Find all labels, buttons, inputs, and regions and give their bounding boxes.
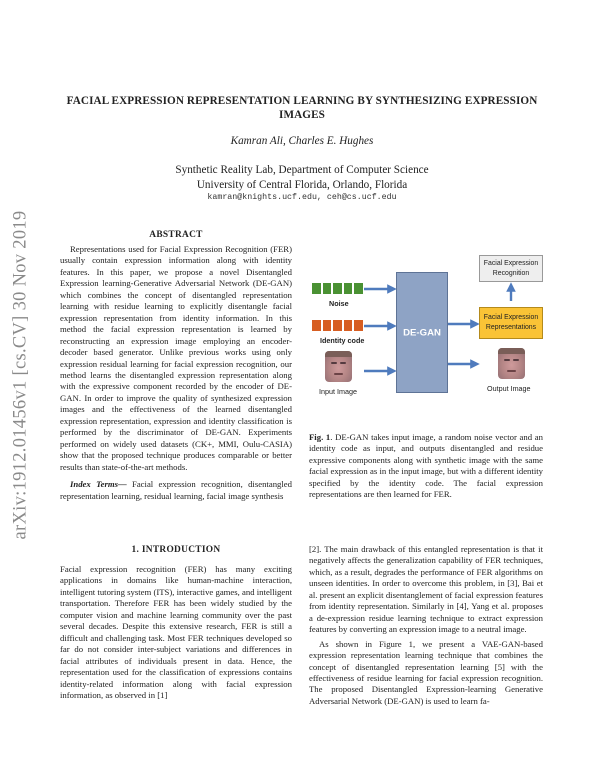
introduction-para-1: Facial expression recognition (FER) has many exciting applications in domains like human-machine interaction, intelligent tutoring system (ITS), interactive games, and intelligent transportation. Therefore FER has been widely studied by the computer vision and machine learning community over the past several decades. Despite this extensive research, FER is still a difficult and challenging task. Most FER techniques developed so far do not consider inter-subject variations and differences in facial attributes of individuals present in data. Hence, the representation used for the classification of expressions contains identity-related information along with facial expression information, as observed in [1] — [60, 564, 292, 700]
introduction-section — [60, 545, 292, 701]
paper-authors: Kamran Ali, Charles E. Hughes — [230, 135, 374, 147]
figure-1-caption — [309, 432, 543, 501]
index-terms — [60, 479, 292, 502]
index-terms-label: Index Terms— — [70, 479, 127, 490]
output-face-image — [498, 348, 525, 379]
noise-vector — [311, 282, 364, 295]
noise-label: Noise — [329, 299, 349, 308]
right-para-2: As shown in Figure 1, we present a VAE-GAN-based expression representation learning technique that combines the concept of disentangled representation learning [5] with the effectiveness of residue learning for facial expression recognition. The proposed Disentangled Expression-learning Generative Adversarial Network (DE-GAN) is used to learn fa- — [309, 638, 543, 706]
figure-1-caption-text — [309, 432, 543, 501]
affiliation-university: University of Central Florida, Orlando, Florida — [196, 178, 408, 191]
abstract-heading: ABSTRACT — [149, 230, 203, 240]
figure-1-caption-body: . DE-GAN takes input image, a random noise vector and an identity code as input, and outputs disentangled and residue expressive components along with synthetic image with the same facial expression as in the input image, but with a different identity specified by the identity code. The facial expression representations are then learned for FER. — [309, 432, 543, 500]
abstract-text: Representations used for Facial Expression Recognition (FER) usually contain expression information along with identity features. In this paper, we propose a novel Disentangled Expression learning-Generative Adversarial Network (DE-GAN) which combines the concept of disentangled representation learning with residue learning to explicitly disentangle facial expression representation from identity information. In this method the facial expression representation is learned by reconstructing an expression image employing an encoder-decoder based generator. Unlike previous works using only expression residual learning for facial expression recognition, our method learns the disentangled expression representation along with the expressive component recorded by the encoder of DE-GAN. In order to improve the quality of synthesized expression images and the effectiveness of the learned disentangled expression representation, expression and identity classification is performed by the discriminator of DE-GAN. Experiments performed on widely used datasets (CK+, MMI, Oulu-CASIA) show that the proposed technique produces comparable or better results than state-of-the-art methods. — [60, 244, 292, 472]
arxiv-stamp — [6, 195, 36, 555]
recognition-box: Facial Expression Recognition — [479, 255, 543, 282]
figure-1 — [309, 238, 543, 410]
de-gan-label: DE-GAN — [403, 327, 441, 338]
identity-code-label: Identity code — [320, 336, 365, 345]
right-para-1: [2]. The main drawback of this entangled representation is that it negatively affects the generalization capability of FER techniques, which, as a result, degrades the performance of FER algorithms on unseen identities. In order to overcome this problem, in [3], Bai et al. present an explicit disentanglement of facial expression features from identity representation. Similarly in [4], Yang et al. proposes a de-expression residue learning technique to extract expression features by converting an expression image to a neutral image. — [309, 544, 543, 635]
author-emails: kamran@knights.ucf.edu, ceh@cs.ucf.edu — [207, 193, 397, 202]
figure-1-caption-label: Fig. 1 — [309, 432, 331, 442]
index-terms-text: Facial expression recognition, disentangled representation learning, residual learning, facial image synthesis — [60, 479, 292, 501]
affiliation-lab: Synthetic Reality Lab, Department of Computer Science — [175, 164, 429, 176]
paper-title: FACIAL EXPRESSION REPRESENTATION LEARNING BY SYNTHESIZING EXPRESSION IMAGES — [66, 95, 538, 121]
identity-code-vector — [311, 319, 364, 332]
right-column-text — [309, 544, 543, 707]
input-image-label: Input Image — [319, 387, 357, 396]
abstract-section — [60, 230, 292, 502]
introduction-heading: 1. INTRODUCTION — [131, 545, 221, 555]
affiliation — [60, 163, 544, 192]
output-image-label: Output Image — [487, 384, 531, 393]
arxiv-id: arXiv:1912.01456v1 [cs.CV] 30 Nov 2019 — [10, 210, 31, 540]
input-face-image — [325, 351, 352, 382]
de-gan-block — [396, 272, 448, 393]
representation-box: Facial Expression Representations — [479, 307, 543, 339]
